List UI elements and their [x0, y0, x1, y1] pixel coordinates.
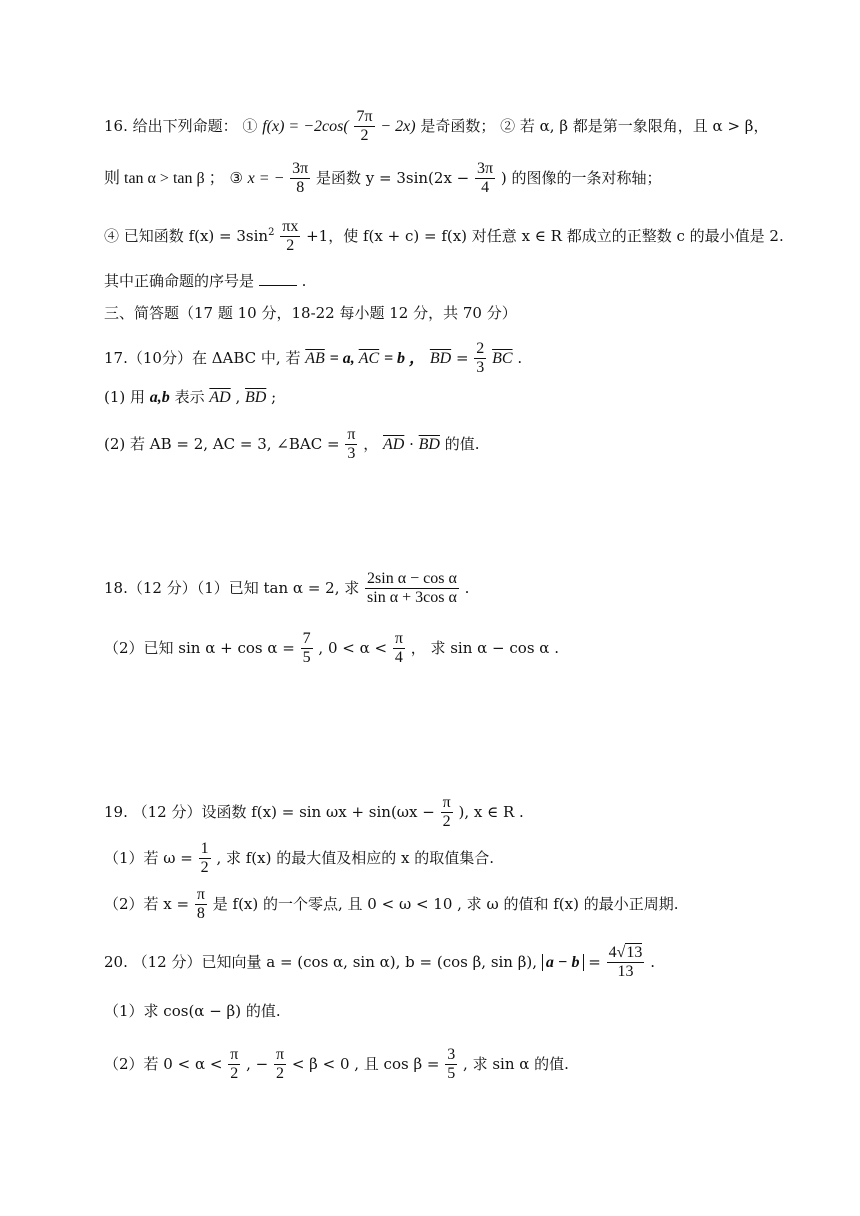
- q19-line2: [104, 840, 494, 878]
- vector-bd: $\overline{BD}$: [429, 349, 452, 367]
- q17-p2-end: 的值.: [444, 434, 480, 453]
- q16-func-def: 已知函数 f(x) = 3sin: [123, 226, 269, 245]
- q17-p2-condition: (2) 若 AB = 2, AC = 3, ∠BAC =: [104, 434, 340, 453]
- q18-p1-end: .: [464, 578, 470, 597]
- q20-neg: , −: [246, 1054, 269, 1073]
- q16-axis-text: ) 的图像的一条对称轴；: [500, 168, 662, 187]
- q19-frac-1-2: $\frac{1}{2}$: [200, 840, 209, 877]
- q16-frac-7pi-2: $\frac{7\pi}{2}$: [356, 108, 373, 145]
- q18-line1: [104, 570, 469, 608]
- q17-dot: ·: [409, 434, 419, 453]
- q20-beta-range: < β < 0 , 且 cos β =: [291, 1054, 440, 1073]
- vector-ac: $\overline{AC}$: [358, 349, 380, 367]
- q19-intro: 19. （12 分）设函数 f(x) = sin ωx + sin(ωx −: [104, 802, 435, 821]
- q17-comma: ,: [235, 388, 246, 406]
- q18-frac-expression: $\frac{\text{2sin α − cos α}}{\text{sin α + 3cos α}}$: [367, 570, 457, 607]
- vector-ad: $\overline{AD}$: [209, 389, 231, 406]
- q16-circle-4: ④: [104, 226, 120, 245]
- q20-line1: [104, 944, 655, 982]
- q20-frac-3-5: $\frac{3}{5}$: [447, 1046, 456, 1083]
- q16-sin-power: 2: [268, 226, 275, 238]
- q18-frac-pi-4: $\frac{\pi}{4}$: [394, 630, 403, 667]
- q19-p2-end: 是 f(x) 的一个零点, 且 0 < ω < 10 , 求 ω 的值和 f(x) 的最小正周期.: [212, 894, 679, 913]
- q17-p1-text: 表示: [174, 388, 210, 406]
- q19-frac-pi-2: $\frac{\pi}{2}$: [442, 794, 451, 831]
- vector-bd-3: $\overline{BD}$: [418, 435, 440, 453]
- q20-p2-text: （2）若 0 < α <: [104, 1054, 223, 1073]
- q20-equals: =: [588, 952, 606, 971]
- q16-line4: [104, 274, 306, 289]
- q17-eq-b: = b ，: [383, 349, 426, 367]
- vector-ad-2: $\overline{AD}$: [383, 435, 405, 453]
- q20-intro-end: .: [650, 952, 655, 971]
- q19-line1: [104, 794, 524, 832]
- q16-circle-2: ②: [500, 116, 516, 135]
- answer-blank[interactable]: [259, 285, 297, 286]
- q18-range: , 0 < α <: [318, 638, 388, 657]
- q19-intro-end: ), x ∈ R .: [458, 802, 524, 821]
- q19-p1-text: （1）若 ω =: [104, 848, 193, 867]
- q18-line2: [104, 630, 559, 668]
- q20-line2: （1）求 cos(α − β) 的值.: [104, 1002, 281, 1020]
- q16-text-odd: 是奇函数；: [420, 116, 496, 135]
- q17-p2-comma: ，: [363, 434, 379, 453]
- q20-intro: 20. （12 分）已知向量 a = (cos α, sin α), b = (cos β, sin β),: [104, 952, 538, 971]
- q16-answer-prompt: 其中正确命题的序号是: [104, 272, 255, 290]
- q19-frac-pi-8: $\frac{\pi}{8}$: [196, 886, 205, 923]
- q16-line2: [104, 160, 662, 198]
- q16-x-eq: x = −: [247, 169, 285, 187]
- q16-tan-claim: 则 tan α > tan β ；: [104, 169, 225, 187]
- q17-line1: [104, 340, 522, 378]
- q17-equals: =: [455, 348, 474, 367]
- q18-p2-end: ， 求 sin α − cos α .: [410, 638, 559, 657]
- q20-abs-diff: a − b: [542, 954, 584, 971]
- q17-frac-2-3: $\frac{2}{3}$: [476, 340, 485, 377]
- q16-period-text: +1，使 f(x + c) = f(x) 对任意 x ∈ R 都成立的正整数 c 的最小值是 2.: [306, 226, 784, 245]
- q16-f-def: f(x) = −2cos(: [262, 117, 349, 135]
- q16-text-quadrant: 若 α, β 都是第一象限角，且 α > β，: [519, 116, 769, 135]
- q19-p2-text: （2）若 x =: [104, 894, 190, 913]
- q16-circle-1: ①: [242, 116, 258, 135]
- q20-line3: [104, 1046, 569, 1084]
- q18-frac-7-5: $\frac{7}{5}$: [302, 630, 311, 667]
- section-heading: 三、简答题（17 题 10 分，18-22 每小题 12 分，共 70 分）: [104, 304, 517, 322]
- q20-frac-pi-2-a: $\frac{\pi}{2}$: [230, 1046, 239, 1083]
- q17-frac-pi-3: $\frac{\pi}{3}$: [347, 426, 356, 463]
- q16-frac-3pi-4: $\frac{3\pi}{4}$: [477, 160, 494, 197]
- q17-ab-vectors: a,b: [149, 389, 170, 406]
- q20-frac-pi-2-b: $\frac{\pi}{2}$: [275, 1046, 285, 1083]
- q16-f-tail: − 2x): [380, 117, 416, 135]
- q19-line3: [104, 886, 678, 924]
- q17-part2: [104, 426, 480, 464]
- vector-bc: $\overline{BC}$: [492, 349, 513, 367]
- q20-frac-4sqrt13-13: $\frac{4√13}{13}$: [608, 944, 643, 981]
- q17-eq-a: = a,: [329, 349, 359, 367]
- vector-bd-2: $\overline{BD}$: [245, 389, 267, 406]
- q19-p1-end: , 求 f(x) 的最大值及相应的 x 的取值集合.: [216, 848, 495, 867]
- q18-p2-text: （2）已知 sin α + cos α =: [104, 638, 295, 657]
- q16-line3: [104, 218, 784, 256]
- q18-p1-text: 18.（12 分）（1）已知 tan α = 2, 求: [104, 578, 360, 597]
- q16-line1: [104, 108, 768, 146]
- q17-intro: 17.（10分）在 ΔABC 中, 若: [104, 348, 301, 367]
- q17-end: .: [517, 348, 523, 367]
- q20-p2-end: , 求 sin α 的值.: [463, 1054, 569, 1073]
- q17-p1-end: ;: [271, 388, 277, 406]
- vector-ab: $\overline{AB}$: [305, 349, 325, 367]
- q16-circle-3: ③: [229, 168, 243, 187]
- q16-period: .: [301, 272, 307, 290]
- q17-p1-label: (1) 用: [104, 388, 150, 406]
- q16-frac-pix-2: $\frac{\pi x}{2}$: [282, 218, 299, 255]
- q17-part1: [104, 390, 276, 406]
- q16-intro: 16. 给出下列命题：: [104, 116, 238, 135]
- q16-func-text: 是函数 y = 3sin(2x −: [316, 168, 470, 187]
- q16-frac-3pi-8: $\frac{3\pi}{8}$: [292, 160, 309, 197]
